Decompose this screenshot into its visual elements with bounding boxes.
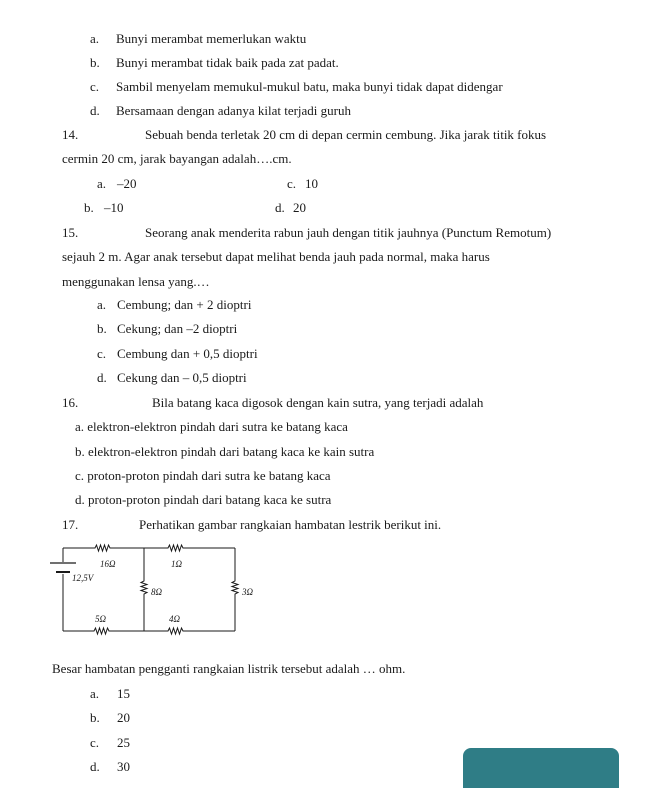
q16-option-a: a. elektron-elektron pindah dari sutra ke batang kaca — [75, 419, 348, 434]
circuit-diagram — [50, 536, 254, 636]
q17-question: Besar hambatan pengganti rangkaian listrik tersebut adalah … ohm. — [52, 661, 406, 676]
label-5-ohm: 5Ω — [95, 614, 107, 624]
q14-text-line1: Sebuah benda terletak 20 cm di depan cermin cembung. Jika jarak titik fokus — [145, 127, 547, 142]
q14-option-a: a. –20 — [97, 176, 137, 191]
label-3-ohm: 3Ω — [242, 587, 254, 597]
q15-text-line2: sejauh 2 m. Agar anak tersebut dapat melihat benda jauh pada normal, maka harus — [62, 249, 490, 264]
label-source-voltage: 12,5V — [72, 573, 94, 583]
q15-option-c: c. Cembung dan + 0,5 dioptri — [97, 346, 258, 361]
q17-option-c: c. 25 — [90, 735, 130, 750]
q13-option-c: c. Sambil menyelam memukul-mukul batu, maka bunyi tidak dapat didengar — [90, 79, 503, 94]
q15-option-a: a. Cembung; dan + 2 dioptri — [97, 297, 252, 312]
q13-option-b: b. Bunyi merambat tidak baik pada zat padat. — [90, 55, 339, 70]
label-8-ohm: 8Ω — [151, 587, 163, 597]
q15-number: 15. — [62, 225, 79, 240]
q14-option-b: b. –10 — [84, 200, 124, 215]
q13-option-a: a. Bunyi merambat memerlukan waktu — [90, 31, 307, 46]
q15-option-d: d. Cekung dan – 0,5 dioptri — [97, 370, 247, 385]
label-16-ohm: 16Ω — [100, 559, 116, 569]
q14-number: 14. — [62, 127, 79, 142]
q17-option-a: a. 15 — [90, 686, 130, 701]
label-1-ohm: 1Ω — [171, 559, 183, 569]
q16-option-c: c. proton-proton pindah dari sutra ke batang kaca — [75, 468, 331, 483]
q17-option-d: d. 30 — [90, 759, 130, 774]
q17-option-b: b. 20 — [90, 710, 130, 725]
floating-action-button[interactable] — [463, 748, 619, 788]
q17-text: Perhatikan gambar rangkaian hambatan lestrik berikut ini. — [139, 517, 442, 532]
q16-text: Bila batang kaca digosok dengan kain sutra, yang terjadi adalah — [152, 395, 484, 410]
q16-number: 16. — [62, 395, 79, 410]
q17-number: 17. — [62, 517, 79, 532]
q16-option-d: d. proton-proton pindah dari batang kaca ke sutra — [75, 492, 332, 507]
q14-text-line2: cermin 20 cm, jarak bayangan adalah….cm. — [62, 151, 292, 166]
label-4-ohm: 4Ω — [169, 614, 181, 624]
q14-option-d: d. 20 — [275, 200, 306, 215]
q15-option-b: b. Cekung; dan –2 dioptri — [97, 321, 238, 336]
q15-text-line3: menggunakan lensa yang.… — [62, 274, 210, 289]
q16-option-b: b. elektron-elektron pindah dari batang kaca ke kain sutra — [75, 444, 375, 459]
q15-text-line1: Seorang anak menderita rabun jauh dengan titik jauhnya (Punctum Remotum) — [145, 225, 552, 240]
q13-option-d: d. Bersamaan dengan adanya kilat terjadi guruh — [90, 103, 351, 118]
q14-option-c: c. 10 — [287, 176, 318, 191]
